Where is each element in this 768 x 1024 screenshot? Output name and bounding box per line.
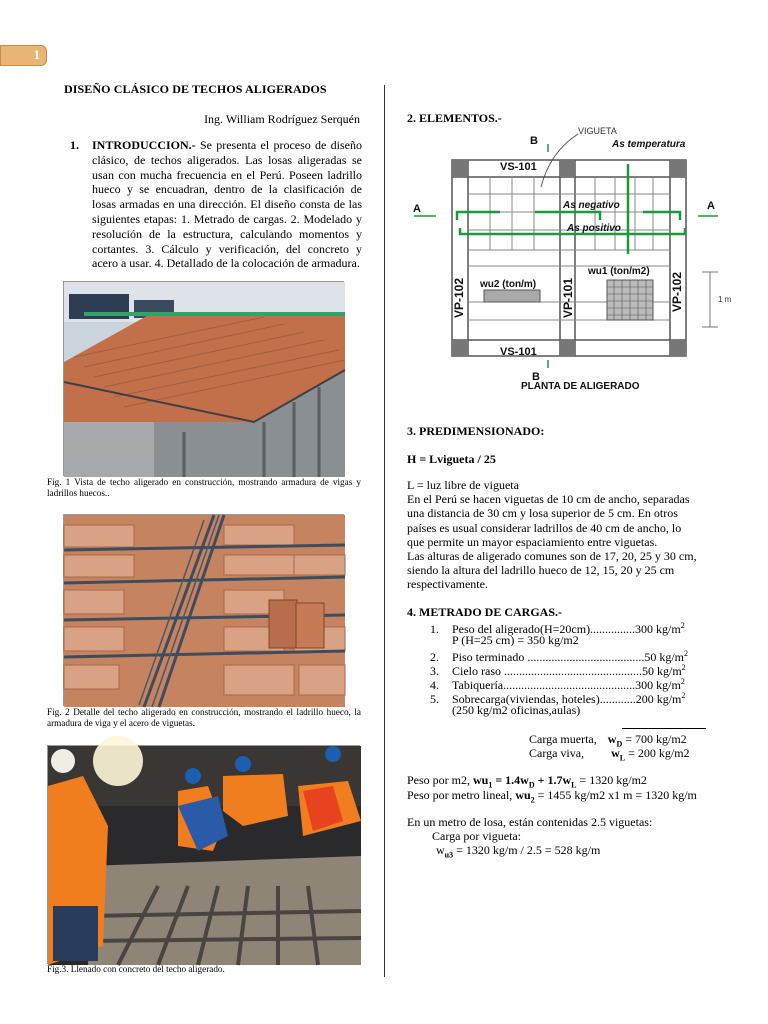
carga-muerta-line: Carga muerta, $w_D = 700$ kg/m2 bbox=[529, 732, 687, 749]
predimensionado-heading: 3. PREDIMENSIONADO: bbox=[407, 424, 545, 438]
load-item: P (H=25 cm) = 350 kg/m2 bbox=[452, 633, 579, 647]
introduction-paragraph bbox=[92, 138, 362, 271]
wu1-label: wu1 (ton/m2) bbox=[588, 266, 650, 277]
section-b-bottom-label: B bbox=[532, 371, 540, 383]
metrado-heading: 4. METRADO DE CARGAS.- bbox=[407, 605, 563, 619]
as-negativo-label: As negativo bbox=[563, 200, 620, 211]
document-author: Ing. William Rodríguez Serquén bbox=[204, 112, 360, 126]
figure-2-caption: Fig. 2 Detalle del techo aligerado en construcción, mostrando el ladrillo hueco, la armadura de viga y el acero de viguetas. bbox=[47, 707, 361, 728]
load-item: (250 kg/m2 oficinas,aulas) bbox=[452, 703, 581, 717]
figure-2-photo bbox=[63, 514, 344, 706]
load-item: 3. Cielo raso ..............................................50 $kg/m^2$ bbox=[430, 663, 686, 678]
text-line: Las alturas de aligerado comunes son de 17, 20, 25 y 30 cm, bbox=[407, 549, 697, 564]
vp102-left-label: VP-102 bbox=[452, 277, 466, 318]
sum-underline bbox=[622, 728, 706, 729]
vp101-label: VP-101 bbox=[561, 277, 575, 318]
text-line: siendo la altura del ladrillo hueco de 12, 15, 20 y 25 cm bbox=[407, 563, 675, 578]
vs101-bottom-label: VS-101 bbox=[500, 346, 537, 358]
vs101-top-label: VS-101 bbox=[500, 161, 537, 173]
introduction-section bbox=[70, 138, 362, 271]
load-item: 1. Peso del aligerado(H=20cm)...............300 $kg/m^2$ bbox=[430, 621, 685, 636]
document-title: DISEÑO CLÁSICO DE TECHOS ALIGERADOS bbox=[64, 82, 327, 96]
column-divider bbox=[384, 85, 385, 977]
one-meter-label: 1 m bbox=[718, 295, 732, 304]
text-line: En el Perú se hacen viguetas de 10 cm de ancho, separadas bbox=[407, 492, 690, 507]
text-line: que permite un mayor espaciamiento entre viguetas. bbox=[407, 534, 658, 549]
section-a-left-label: A bbox=[413, 203, 421, 215]
aligerado-plan-diagram bbox=[400, 122, 730, 392]
text-line: L = luz libre de vigueta bbox=[407, 478, 519, 492]
figure-3-photo bbox=[47, 745, 360, 964]
peso-lineal-line: Peso por metro lineal, $wu_2 = 1455$ kg/m2 x1 m = 1320 kg/m bbox=[407, 788, 697, 805]
vp102-right-label: VP-102 bbox=[670, 271, 684, 312]
introduction-heading: INTRODUCCION.- bbox=[92, 138, 196, 152]
elementos-heading: 2. ELEMENTOS.- bbox=[407, 111, 502, 125]
section-a-right-label: A bbox=[707, 200, 715, 212]
wu2-label: wu2 (ton/m) bbox=[480, 279, 537, 290]
load-item: 5. Sobrecarga(viviendas, hoteles)............200 $kg/m^2$ bbox=[430, 691, 686, 706]
section-b-top-label: B bbox=[530, 135, 538, 147]
text-line: una distancia de 30 cm y losa superior de 5 cm. En otros bbox=[407, 506, 678, 521]
introduction-text: Se presenta el proceso de diseño clásico, de techos aligerados. Las losas aligeradas se usan con mucha frecuencia en el Perú. Poseen ladrillo hueco y se encuadran, dentro de la clasificación de losas armadas en una dirección. El diseño consta de las siguientes etapas: 1. Metrado de cargas. 2. Modelado y resolución de la estructura, calculando momentos y cortantes. 3. Cálculo y verificación, del concreto y acero a usar. 4. Detallado de la colocación de armadura. bbox=[92, 138, 362, 271]
metro-losa-line: En un metro de losa, están contenidas 2.5 viguetas: bbox=[407, 815, 653, 829]
page-number-tab bbox=[0, 45, 47, 66]
figure-1-photo bbox=[63, 281, 344, 476]
vigueta-label: VIGUETA bbox=[578, 126, 617, 136]
load-item: 2. Piso terminado .......................................50 $kg/m^2$ bbox=[430, 649, 688, 664]
as-temperatura-label: As temperatura bbox=[612, 139, 686, 150]
predimensionado-formula: H = Lvigueta / 25 bbox=[407, 452, 496, 466]
plan-caption: PLANTA DE ALIGERADO bbox=[521, 381, 640, 392]
load-item: 4. Tabiquería............................................300 $kg/m^2$ bbox=[430, 677, 685, 692]
predimensionado-text bbox=[407, 478, 747, 592]
as-positivo-label: As positivo bbox=[567, 223, 621, 234]
section-number: 1. bbox=[70, 138, 79, 152]
figure-1-caption: Fig. 1 Vista de techo aligerado en construcción, mostrando armadura de vigas y ladrillos huecos.. bbox=[47, 477, 361, 498]
figure-3-caption: Fig.3. Llenado con concreto del techo aligerado. bbox=[47, 964, 225, 974]
carga-viva-line: Carga viva, $w_L = 200$ kg/m2 bbox=[529, 746, 690, 763]
text-line: países es usual considerar ladrillos de 40 cm de ancho, lo bbox=[407, 520, 682, 535]
peso-m2-line: Peso por m2, $wu_1 = 1.4w_D + 1.7w_L = 1320$ kg/m2 bbox=[407, 773, 647, 790]
carga-vigueta-line: Carga por vigueta: bbox=[432, 829, 522, 843]
wu3-line: $w_{u3} = 1320$ kg/m / 2.5 = 528 kg/m bbox=[436, 843, 601, 860]
text-line: respectivamente. bbox=[407, 577, 488, 592]
page-number: 1 bbox=[33, 47, 40, 62]
